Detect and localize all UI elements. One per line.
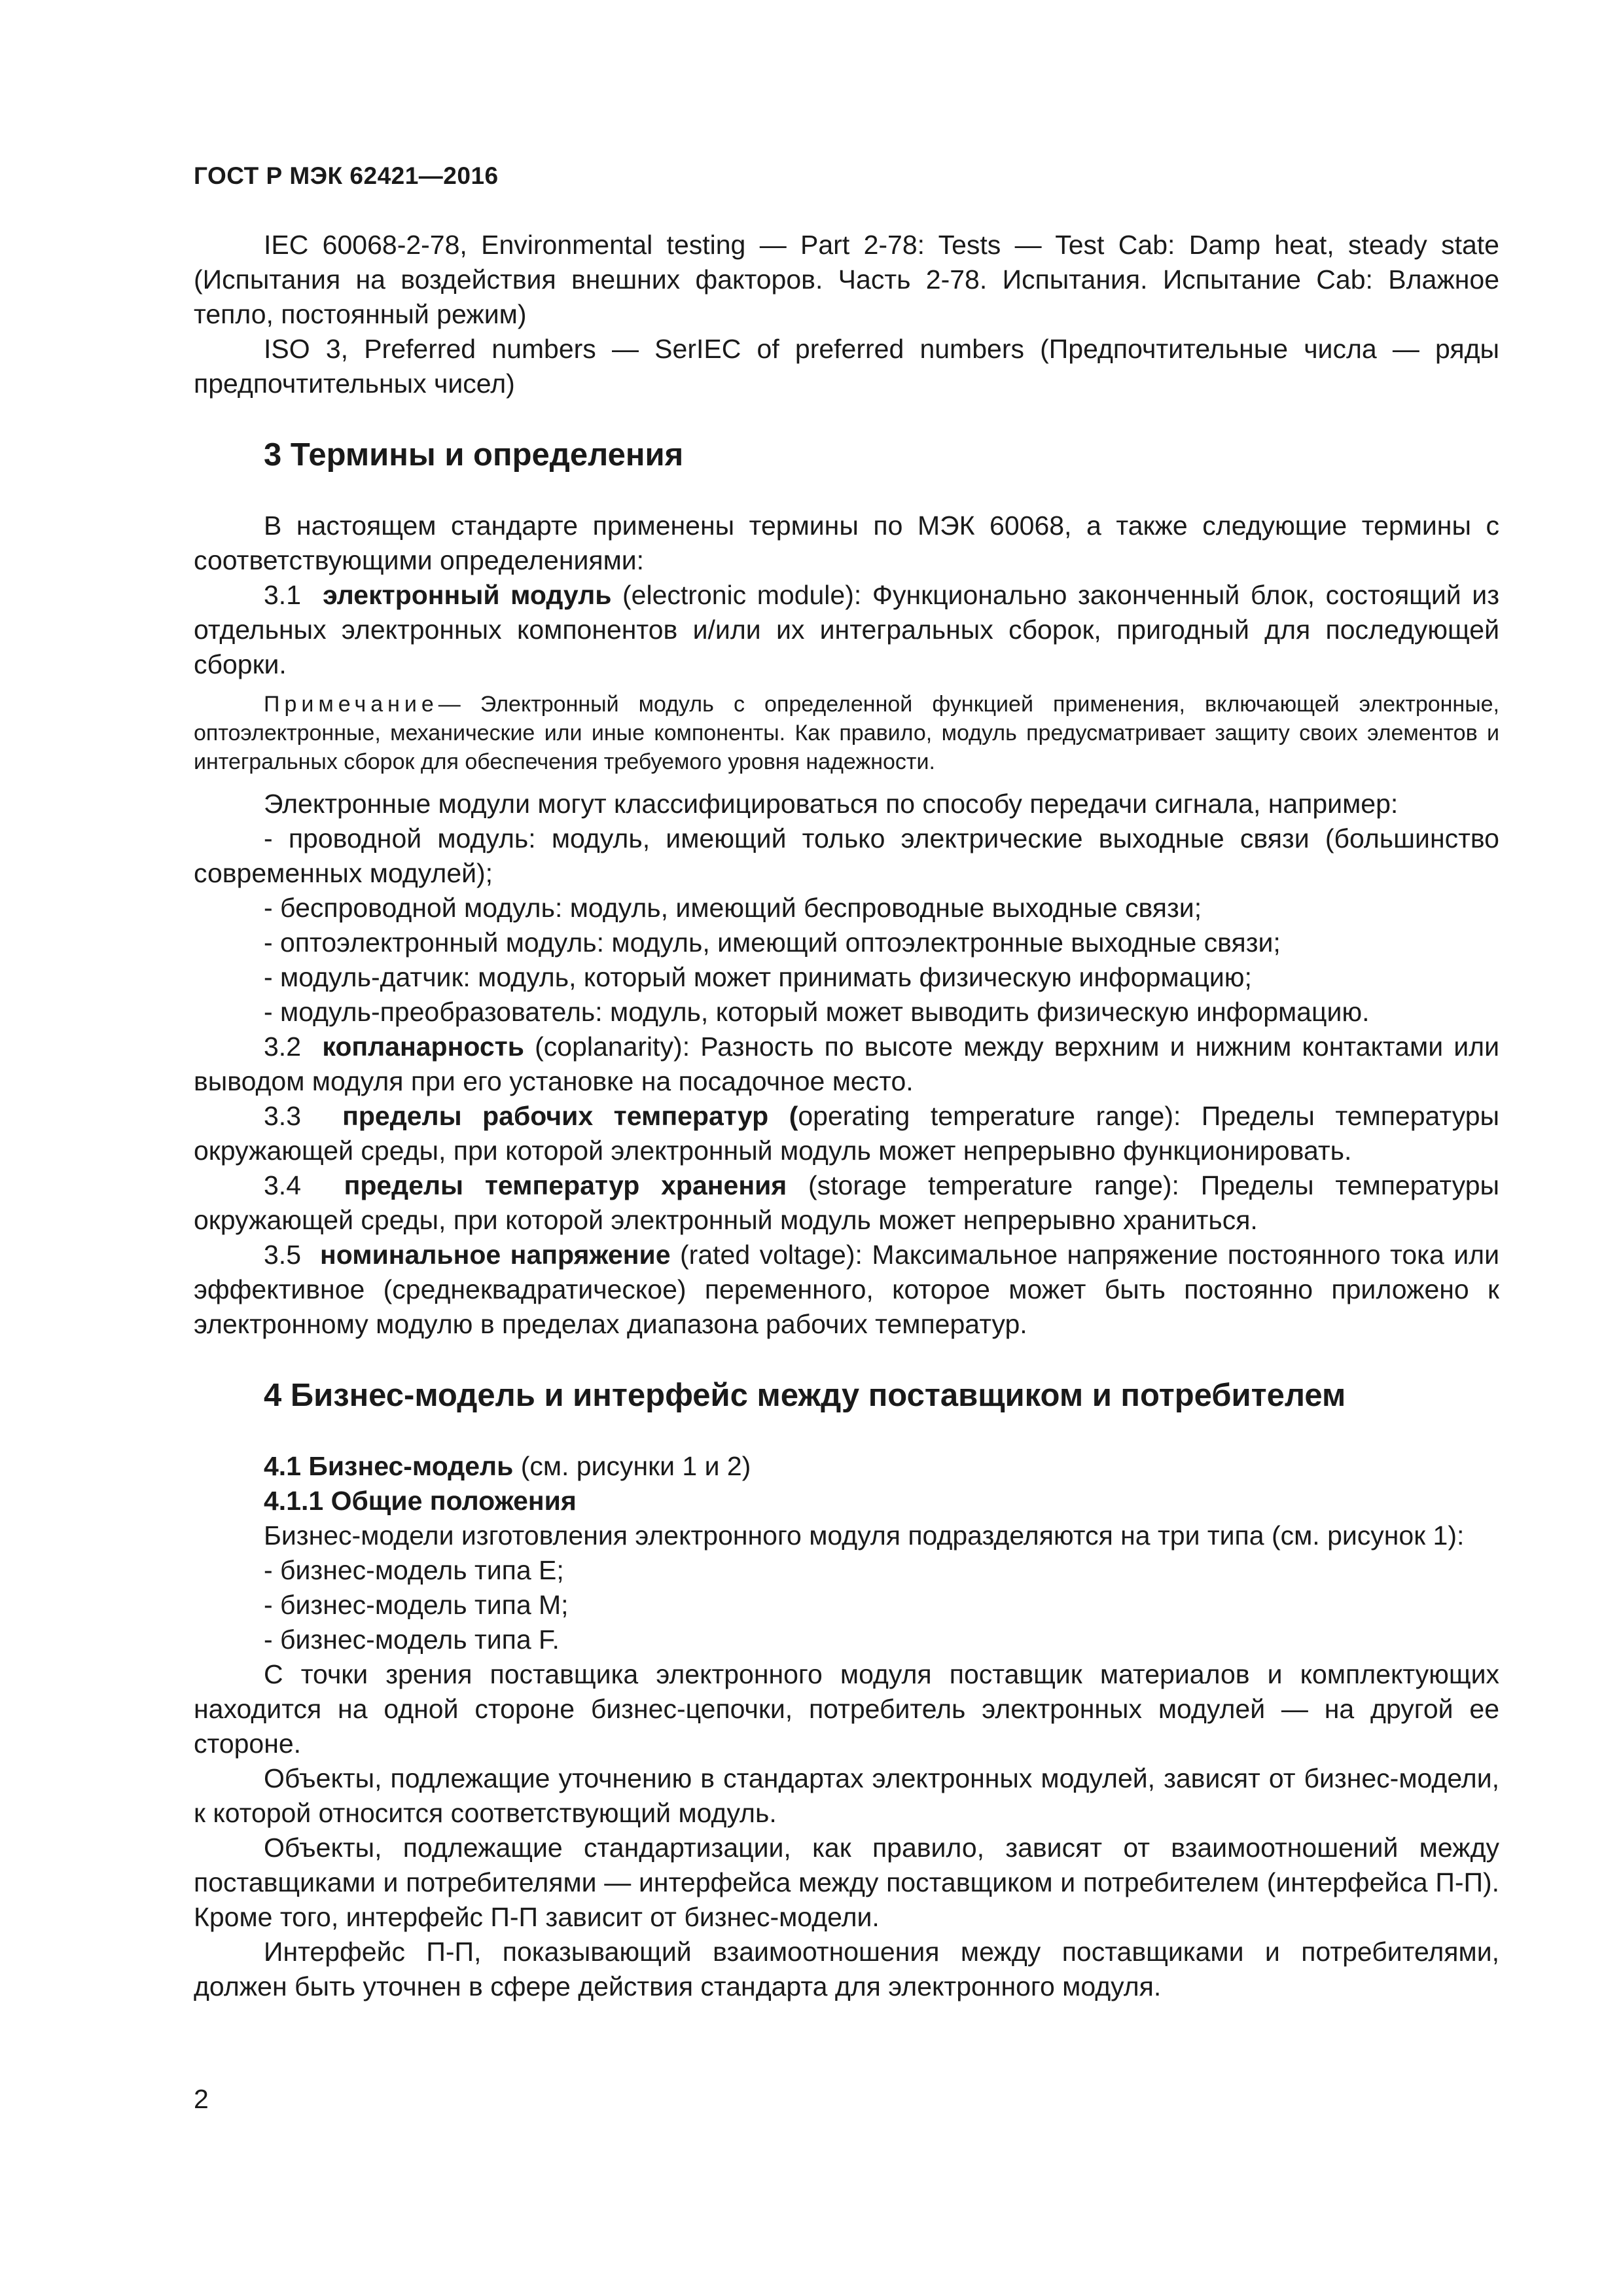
list-item: - оптоэлектронный модуль: модуль, имеющий оптоэлектронные выходные связи; [264, 927, 1281, 958]
section-3-title: 3 Термины и определения [264, 437, 684, 473]
list-item: - проводной модуль: модуль, имеющий только электрические выходные связи (большинство современных модулей); [194, 823, 1499, 888]
list-item: - бизнес-модель типа E; [264, 1555, 564, 1585]
term-definition: (storage temperature range): Пределы температуры окружающей среды, при которой электронный модуль может непрерывно храниться. [194, 1170, 1499, 1235]
term-number: 3.4 [264, 1170, 301, 1200]
list-item: - беспроводной модуль: модуль, имеющий беспроводные выходные связи; [264, 893, 1202, 923]
term-number: 3.2 [264, 1031, 301, 1062]
term-definition: operating temperature range): Пределы температуры окружающей среды, при которой электронный модуль может непрерывно функционировать. [194, 1101, 1499, 1166]
term-3-1 [194, 578, 1499, 682]
document-body [194, 228, 1499, 2004]
reference-iso: ISO 3, Preferred numbers — SerIEC of preferred numbers (Предпочтительные числа — ряды предпочтительных чисел) [194, 334, 1499, 399]
term-3-3 [194, 1099, 1499, 1168]
page-number: 2 [194, 2084, 209, 2114]
note-text: — Электронный модуль с определенной функцией применения, включающей электронные, оптоэлектронные, механические или иные компоненты. Как правило, модуль предусматривает защиту своих элементов и интегральных сборок для обеспечения требуемого уровня надежности. [194, 692, 1499, 774]
list-item: - модуль-датчик: модуль, который может принимать физическую информацию; [264, 962, 1252, 992]
term-number: 3.3 [264, 1101, 301, 1131]
section-4-para-1: Бизнес-модели изготовления электронного модуля подразделяются на три типа (см. рисунок 1): [264, 1520, 1465, 1551]
subsection-4-1-rest: (см. рисунки 1 и 2) [513, 1451, 751, 1481]
subsection-4-1-title [194, 1449, 1499, 1484]
term-name: номинальное напряжение [319, 1240, 671, 1270]
section-3-intro: В настоящем стандарте применены термины по МЭК 60068, а также следующие термины с соответствующими определениями: [194, 511, 1499, 575]
list-item: - бизнес-модель типа M; [264, 1590, 569, 1620]
section-4-title: 4 Бизнес-модель и интерфейс между поставщиком и потребителем [264, 1378, 1346, 1413]
document-header: ГОСТ Р МЭК 62421—2016 [194, 162, 499, 189]
term-name: пределы температур хранения [344, 1170, 787, 1200]
note-paragraph [194, 690, 1499, 776]
term-name: пределы рабочих температур ( [342, 1101, 798, 1131]
classification-intro: Электронные модули могут классифицироваться по способу передачи сигнала, например: [264, 789, 1399, 819]
term-number: 3.1 [264, 580, 301, 610]
subsection-4-1-1-title: 4.1.1 Общие положения [264, 1486, 577, 1516]
list-item: - бизнес-модель типа F. [264, 1624, 560, 1655]
section-4-para-3: Объекты, подлежащие уточнению в стандартах электронных модулей, зависят от бизнес-модели, к которой относится соответствующий модуль. [194, 1763, 1499, 1828]
note-label: Примечание [264, 692, 438, 717]
term-definition: (electronic module): Функционально законченный блок, состоящий из отдельных электронных компонентов и/или их интегральных сборок, пригодный для последующей сборки. [194, 580, 1499, 679]
subsection-4-1-bold: 4.1 Бизнес-модель [264, 1451, 514, 1481]
term-3-4 [194, 1168, 1499, 1238]
list-item: - модуль-преобразователь: модуль, который может выводить физическую информацию. [264, 997, 1370, 1027]
section-4-para-4: Объекты, подлежащие стандартизации, как правило, зависят от взаимоотношений между поставщиками и потребителями — интерфейса между поставщиком и потребителем (интерфейса П-П). Кроме того, интерфейс П-П зависит от бизнес-модели. [194, 1833, 1499, 1932]
section-4-para-2: С точки зрения поставщика электронного модуля поставщик материалов и комплектующих находится на одной стороне бизнес-цепочки, потребитель электронных модулей — на другой ее стороне. [194, 1659, 1499, 1759]
term-definition: (rated voltage): Максимальное напряжение постоянного тока или эффективное (среднеквадратическое) переменного, которое может быть постоянно приложено к электронному модулю в пределах диапазона рабочих температур. [194, 1240, 1500, 1339]
reference-iec: IEC 60068-2-78, Environmental testing — Part 2-78: Tests — Test Cab: Damp heat, steady state (Испытания на воздействия внешних факторов. Часть 2-78. Испытания. Испытание Cab: Влажное тепло, постоянный режим) [194, 230, 1499, 329]
term-number: 3.5 [264, 1240, 301, 1270]
section-4-para-5: Интерфейс П-П, показывающий взаимоотношения между поставщиками и потребителями, должен быть уточнен в сфере действия стандарта для электронного модуля. [194, 1937, 1499, 2001]
term-3-5 [194, 1238, 1499, 1342]
term-name: электронный модуль [323, 580, 612, 610]
term-3-2 [194, 1030, 1499, 1099]
term-name: копланарность [322, 1031, 524, 1062]
term-definition: (coplanarity): Разность по высоте между верхним и нижним контактами или выводом модуля при его установке на посадочное место. [194, 1031, 1499, 1096]
